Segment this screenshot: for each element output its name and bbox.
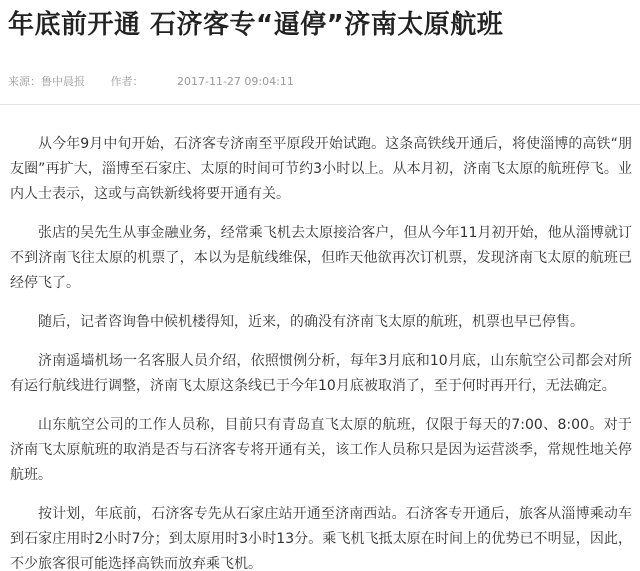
article-paragraph: 张店的吴先生从事金融业务，经常乘飞机去太原接洽客户，但从今年11月初开始，他从淄博就订不到济南飞往太原的机票了，本以为是航线维保，但昨天他欲再次订机票，发现济南飞太原的航班已经停飞了。	[10, 225, 632, 291]
article-timestamp: 2017-11-27 09:04:11	[177, 75, 294, 88]
article-paragraph: 按计划，年底前，石济客专先从石家庄站开通至济南西站。石济客专开通后，旅客从淄博乘动车到石家庄用时2小时7分；到太原用时3小时13分。乘飞机飞抵太原在时间上的优势已不明显，因此，不少旅客很可能选择高铁而放弃乘飞机。	[10, 506, 632, 571]
article-paragraph: 从今年9月中旬开始，石济客专济南至平原段开始试跑。这条高铁线开通后，将使淄博的高铁“朋友圈”再扩大，淄博至石家庄、太原的时间可节约3小时以上。从本月初，济南飞太原的航班停飞。业内人士表示，这或与高铁新线将要开通有关。	[10, 136, 632, 202]
article-paragraph: 济南遥墙机场一名客服人员介绍，依照惯例分析，每年3月底和10月底，山东航空公司都会对所有运行航线进行调整，济南飞太原这条线已于今年10月底被取消了，至于何时再开行，无法确定。	[10, 353, 632, 394]
article-author-label: 作者：	[110, 75, 144, 88]
article-meta	[8, 74, 294, 90]
article-paragraph: 随后，记者咨询鲁中候机楼得知，近来，的确没有济南飞太原的航班，机票也早已停售。	[38, 314, 584, 330]
article-paragraph: 山东航空公司的工作人员称，目前只有青岛直飞太原的航班，仅限于每天的7:00、8:00。对于济南飞太原航班的取消是否与石济客专将开通有关，该工作人员称只是因为运营淡季，常规性地关停航班。	[10, 417, 632, 483]
meta-divider	[0, 104, 640, 105]
article-title: 年底前开通 石济客专“逼停”济南太原航班	[8, 10, 504, 40]
article-body	[10, 132, 632, 571]
article-source: 来源：鲁中晨报	[8, 75, 85, 88]
